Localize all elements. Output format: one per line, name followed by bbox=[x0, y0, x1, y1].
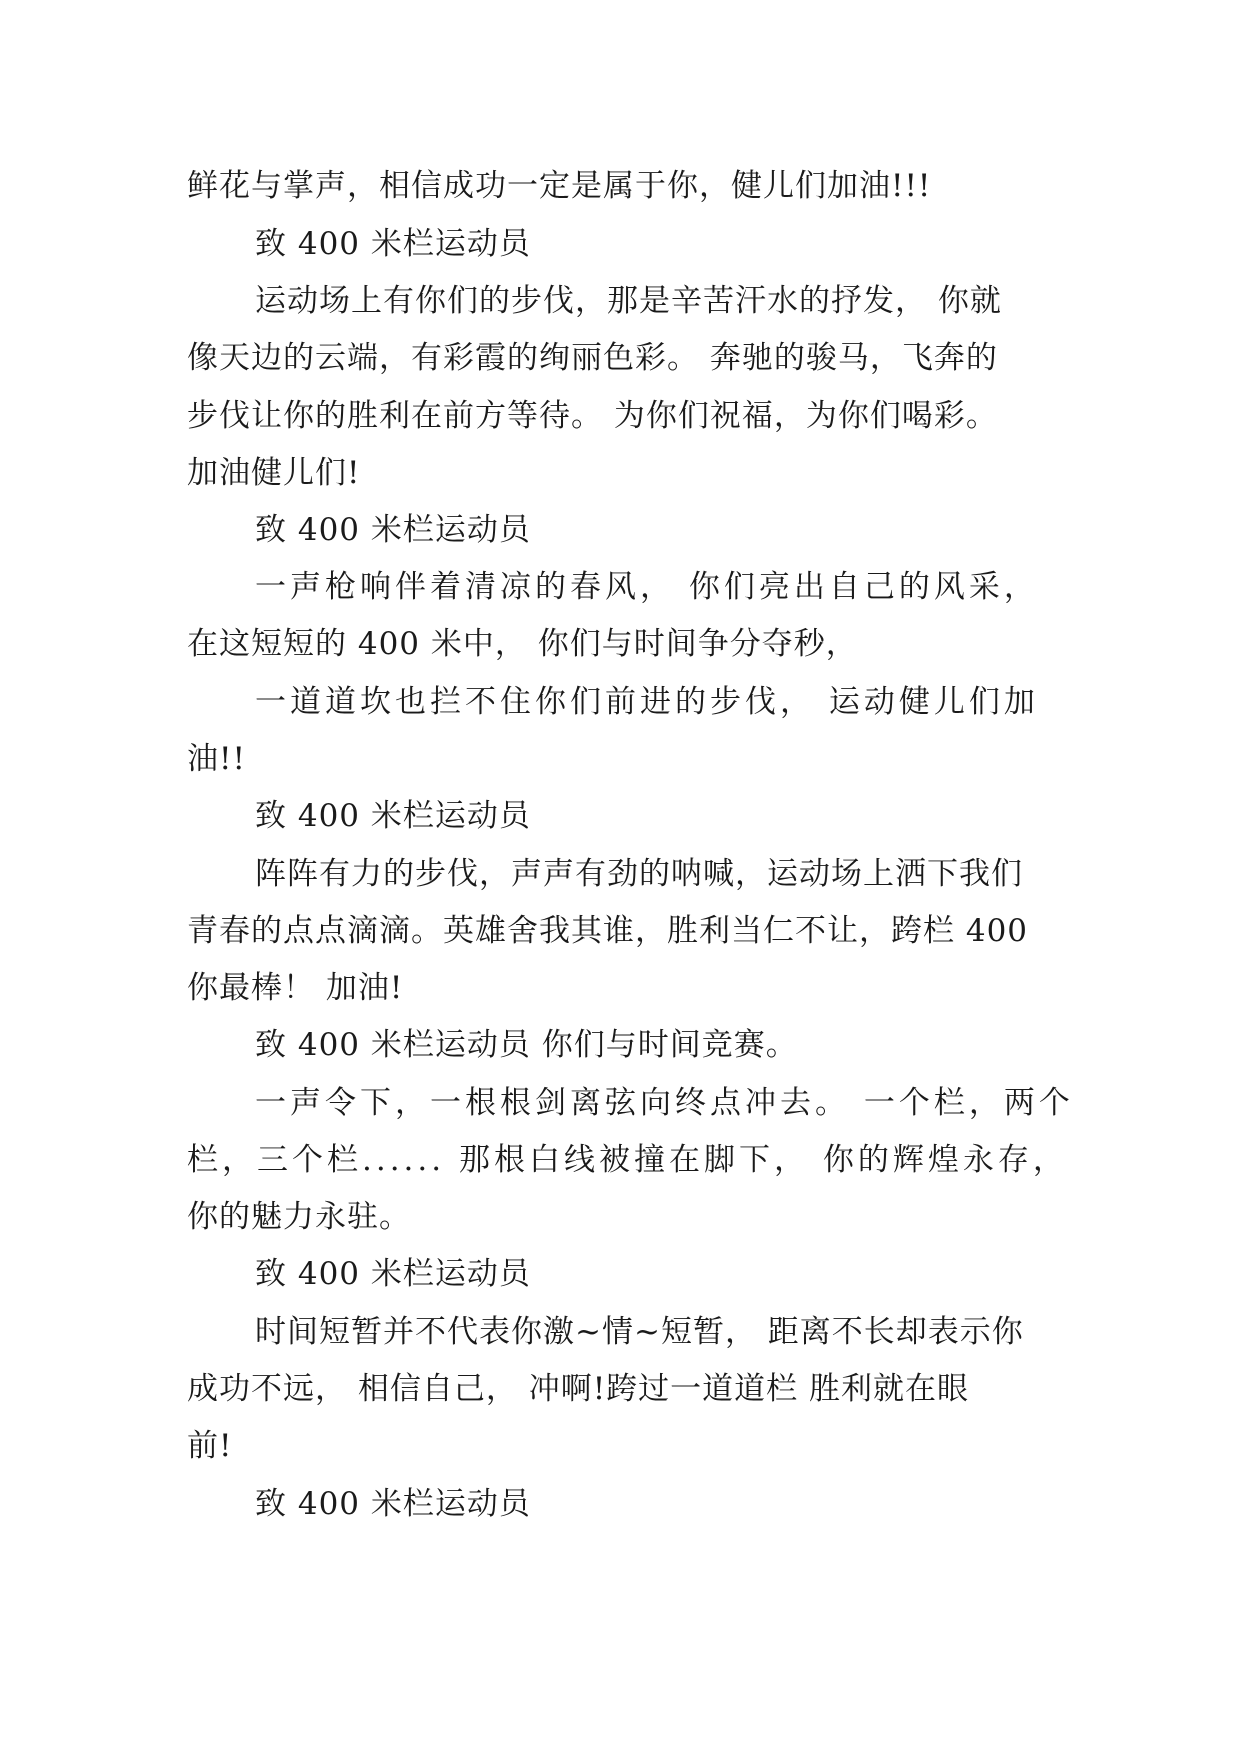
body-text-line: 加油健儿们! bbox=[187, 455, 361, 491]
body-text-line: 像天边的云端，有彩霞的绚丽色彩。 奔驰的骏马，飞奔的 bbox=[187, 340, 998, 376]
section-heading: 致 400 米栏运动员 bbox=[255, 798, 531, 834]
body-text-line: 你的魅力永驻。 bbox=[187, 1199, 411, 1235]
body-text-line: 前! bbox=[187, 1428, 233, 1464]
section-heading: 致 400 米栏运动员 你们与时间竞赛。 bbox=[255, 1027, 798, 1063]
body-text-line: 一声令下，一根根剑离弦向终点冲去。 一个栏，两个 bbox=[255, 1085, 1074, 1121]
body-text-line: 一声枪响伴着清凉的春风， 你们亮出自己的风采， bbox=[255, 569, 1039, 605]
body-text-line: 你最棒！ 加油! bbox=[187, 970, 404, 1006]
body-text-line: 青春的点点滴滴。英雄舍我其谁，胜利当仁不让，跨栏 400 bbox=[187, 913, 1029, 949]
body-text-line: 在这短短的 400 米中， 你们与时间争分夺秒， bbox=[187, 626, 858, 662]
section-heading: 致 400 米栏运动员 bbox=[255, 226, 531, 262]
section-heading: 致 400 米栏运动员 bbox=[255, 512, 531, 548]
body-text-line: 运动场上有你们的步伐，那是辛苦汗水的抒发， 你就 bbox=[255, 283, 1002, 319]
body-text-line: 鲜花与掌声，相信成功一定是属于你，健儿们加油!!! bbox=[187, 168, 932, 204]
body-text-line: 成功不远， 相信自己， 冲啊!跨过一道道栏 胜利就在眼 bbox=[187, 1371, 970, 1407]
body-text-line: 阵阵有力的步伐，声声有劲的呐喊，运动场上洒下我们 bbox=[255, 856, 1023, 892]
body-text-line: 时间短暂并不代表你激~情~短暂， 距离不长却表示你 bbox=[255, 1314, 1024, 1350]
body-text-line: 一道道坎也拦不住你们前进的步伐， 运动健儿们加 bbox=[255, 684, 1039, 720]
body-text-line: 油!! bbox=[187, 741, 246, 777]
section-heading: 致 400 米栏运动员 bbox=[255, 1486, 531, 1522]
section-heading: 致 400 米栏运动员 bbox=[255, 1256, 531, 1292]
body-text-line: 步伐让你的胜利在前方等待。 为你们祝福，为你们喝彩。 bbox=[187, 398, 998, 434]
body-text-line: 栏，三个栏...... 那根白线被撞在脚下， 你的辉煌永存， bbox=[187, 1142, 1068, 1178]
